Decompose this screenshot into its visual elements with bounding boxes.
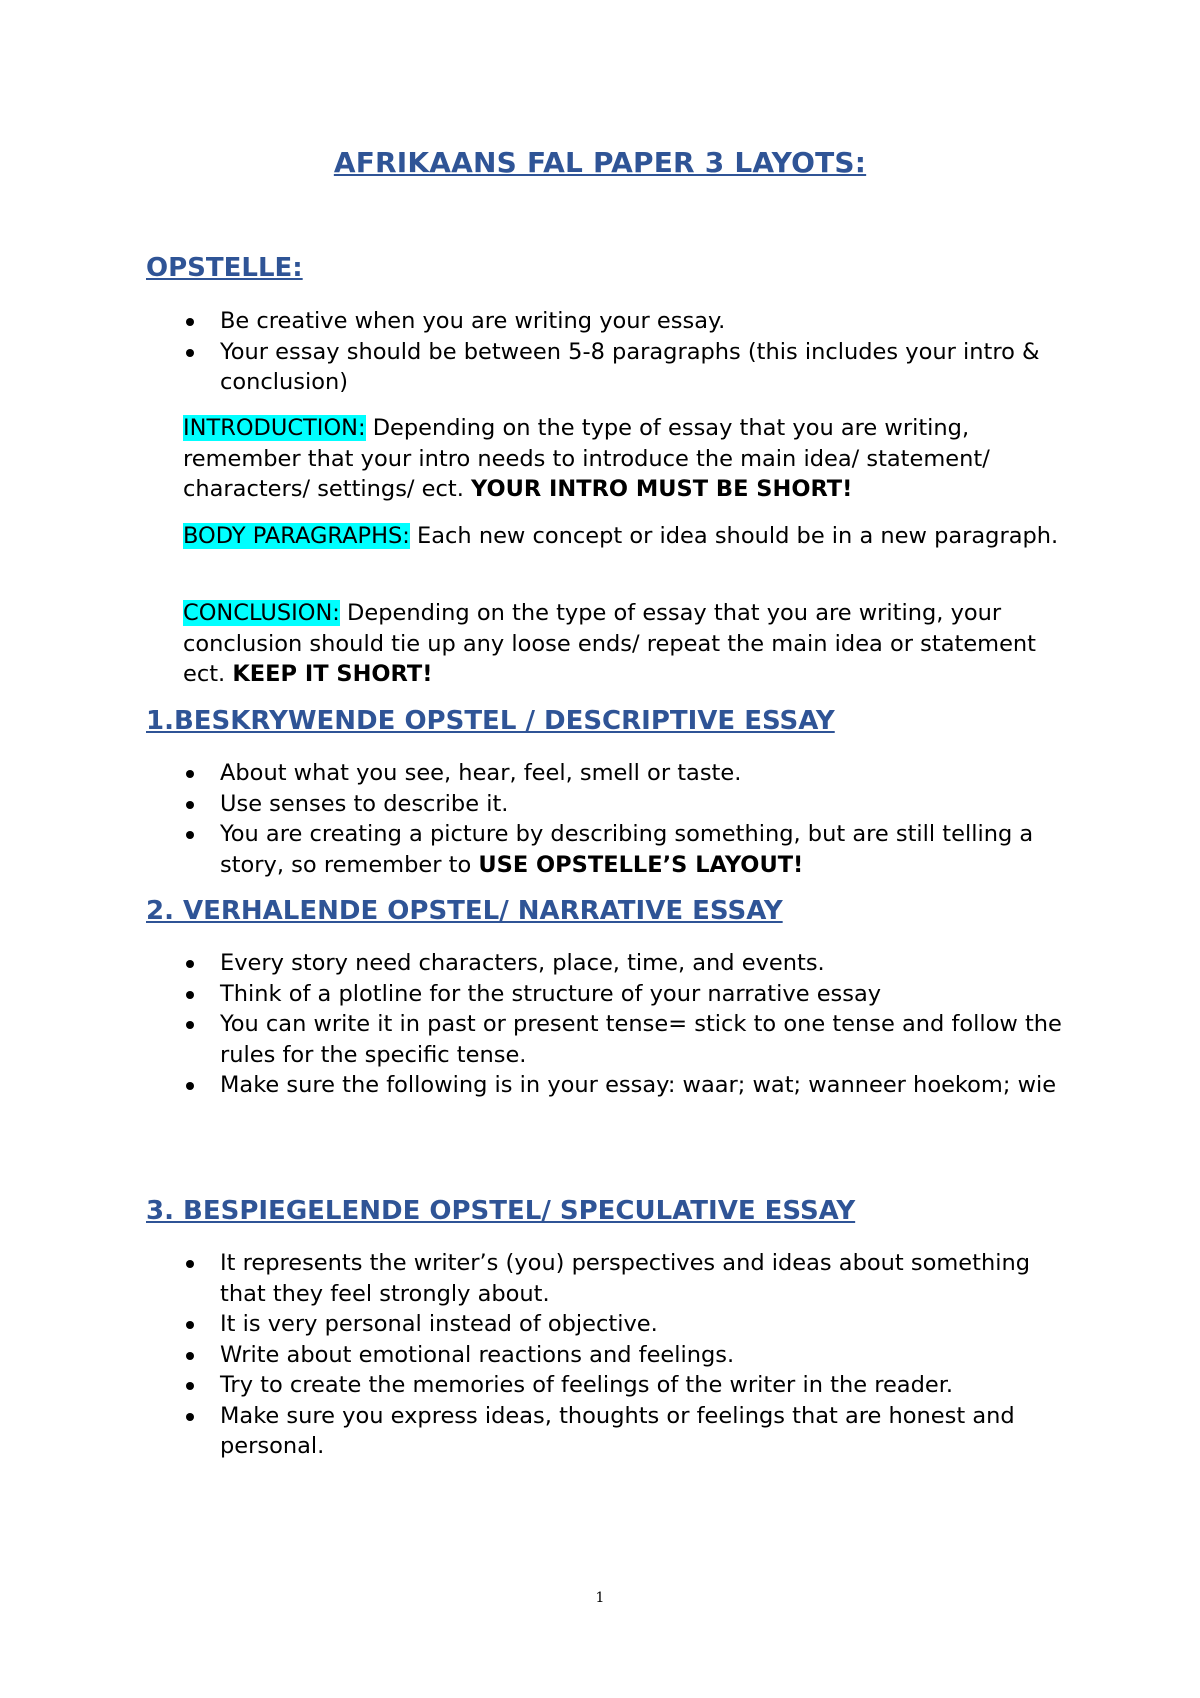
list-item: Be creative when you are writing your essay. — [186, 306, 1066, 337]
list-item: It represents the writer’s (you) perspectives and ideas about something that they feel strongly about. — [186, 1248, 1066, 1309]
list-item: Every story need characters, place, time, and events. — [186, 948, 1066, 979]
heading-opstelle: OPSTELLE: — [146, 253, 303, 283]
list-item: Write about emotional reactions and feelings. — [186, 1340, 1066, 1371]
page-number: 1 — [595, 1590, 605, 1606]
conclusion-text: Depending on the type of essay that you are writing, your conclusion should tie up any loose ends/ repeat the main idea or statement ect. — [183, 600, 1037, 687]
heading-narrative-essay: 2. VERHALENDE OPSTEL/ NARRATIVE ESSAY — [146, 896, 783, 926]
list-item: Use senses to describe it. — [186, 789, 1066, 820]
descriptive-bullet3-text: You are creating a picture by describing something, but are still telling a story, so remember to — [220, 821, 1034, 878]
list-item: It is very personal instead of objective. — [186, 1309, 1066, 1340]
conclusion-emphasis: KEEP IT SHORT! — [232, 661, 433, 687]
introduction-label: INTRODUCTION: — [183, 415, 366, 441]
body-paragraphs-paragraph — [183, 521, 1073, 552]
introduction-paragraph — [183, 413, 1073, 505]
list-item: Try to create the memories of feelings of the writer in the reader. — [186, 1370, 1066, 1401]
conclusion-paragraph — [183, 598, 1073, 690]
list-item: You can write it in past or present tense= stick to one tense and follow the rules for the specific tense. — [186, 1009, 1066, 1070]
list-item: Make sure the following is in your essay: waar; wat; wanneer hoekom; wie — [186, 1070, 1066, 1101]
heading-descriptive-essay: 1.BESKRYWENDE OPSTEL / DESCRIPTIVE ESSAY — [146, 706, 835, 736]
narrative-bullet-list — [186, 948, 1066, 1101]
speculative-bullet-list — [186, 1248, 1066, 1462]
list-item: Think of a plotline for the structure of your narrative essay — [186, 979, 1066, 1010]
list-item — [186, 819, 1066, 880]
list-item: About what you see, hear, feel, smell or taste. — [186, 758, 1066, 789]
list-item: Make sure you express ideas, thoughts or feelings that are honest and personal. — [186, 1401, 1066, 1462]
document-title: AFRIKAANS FAL PAPER 3 LAYOTS: — [333, 146, 867, 179]
introduction-text: Depending on the type of essay that you are writing, remember that your intro needs to introduce the main idea/ statement/ characters/ settings/ ect. — [183, 415, 990, 502]
body-paragraphs-label: BODY PARAGRAPHS: — [183, 523, 410, 549]
descriptive-bullet3-emphasis: USE OPSTELLE’S LAYOUT! — [478, 851, 804, 878]
opstelle-bullet-list — [186, 306, 1066, 398]
introduction-emphasis: YOUR INTRO MUST BE SHORT! — [471, 476, 853, 502]
list-item: Your essay should be between 5-8 paragraphs (this includes your intro & conclusion) — [186, 337, 1066, 398]
conclusion-label: CONCLUSION: — [183, 600, 340, 626]
body-paragraphs-text: Each new concept or idea should be in a new paragraph. — [409, 523, 1059, 549]
heading-speculative-essay: 3. BESPIEGELENDE OPSTEL/ SPECULATIVE ESSAY — [146, 1196, 856, 1226]
descriptive-bullet-list — [186, 758, 1066, 880]
